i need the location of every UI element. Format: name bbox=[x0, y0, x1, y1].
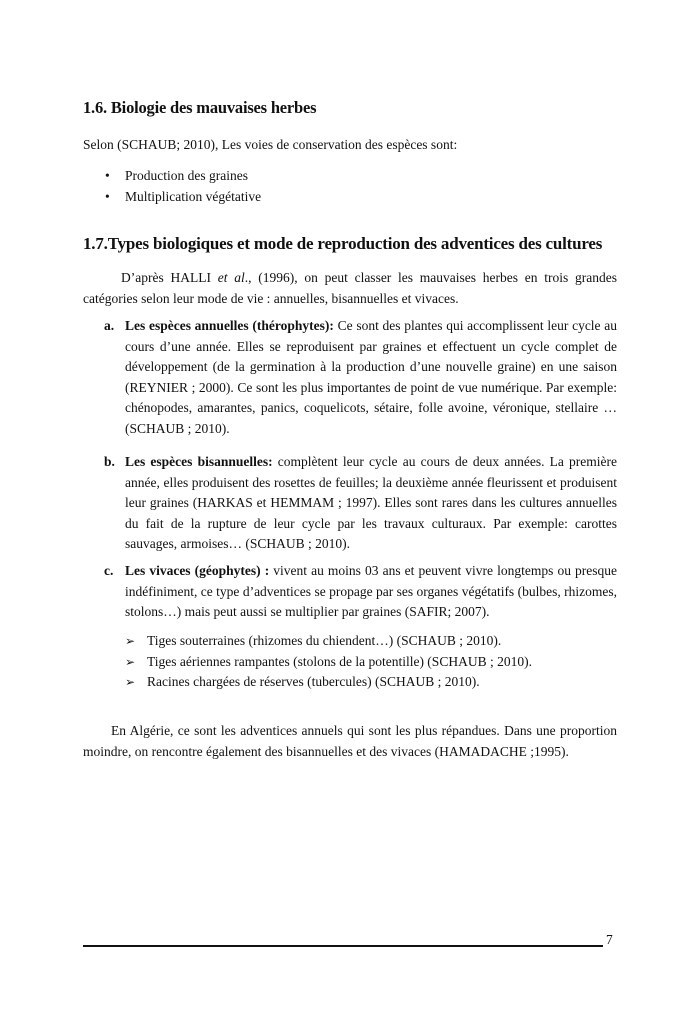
list-item-bisannuelles bbox=[104, 452, 617, 555]
footer-rule bbox=[83, 945, 603, 947]
item-marker: b. bbox=[104, 454, 115, 469]
bullet-icon: • bbox=[105, 188, 110, 204]
list-item: ➢ Tiges souterraines (rhizomes du chiendent…) (SCHAUB ; 2010). bbox=[125, 631, 532, 652]
list-item-annuelles bbox=[104, 316, 617, 439]
item-marker: a. bbox=[104, 318, 115, 333]
item-text: Ce sont des plantes qui accomplissent leur cycle au cours d’une année. Elles se reproduisent par graines et effectuent un cycle complet de développement (de la germination à la production d’une nouvelle graine) en une saison (REYNIER ; 2000). Ce sont les plus importantes de point de vue numérique. Par exemple: chénopodes, amarantes, panics, coquelicots, sétaire, folle avoine, véronique, stellaire … (SCHAUB ; 2010). bbox=[125, 318, 618, 436]
item-term: Les vivaces (géophytes) : bbox=[125, 563, 270, 578]
item-marker: c. bbox=[104, 563, 114, 578]
page-number: 7 bbox=[606, 932, 613, 947]
arrow-bullet-icon: ➢ bbox=[125, 675, 136, 689]
bullet-icon: • bbox=[105, 168, 110, 183]
section-heading-1-7: 1.7.Types biologiques et mode de reproduction des adventices des cultures bbox=[83, 234, 603, 253]
conservation-list bbox=[105, 166, 261, 207]
section-1-7-intro: D’après HALLI et al., (1996), on peut classer les mauvaises herbes en trois grandes catégories selon leur mode de vie : annuelles, bisannuelles et vivaces. bbox=[83, 270, 617, 306]
list-item-vivaces bbox=[104, 561, 617, 623]
item-text: complètent leur cycle au cours de deux années. La première année, elles produisent des rosettes de feuilles; la deuxième année fleurissent et produisent leur graines (HARKAS et HEMMAM ; 1997). Elles sont rares dans les cultures annuelles du fait de la rupture de leur cycle par les travaux culturaux. Par exemple: carottes sauvages, armoises… (SCHAUB ; 2010). bbox=[125, 454, 617, 551]
closing-paragraph: En Algérie, ce sont les adventices annuels qui sont les plus répandues. Dans une proportion moindre, on rencontre également des bisannuelles et des vivaces (HAMADACHE ;1995). bbox=[83, 723, 617, 759]
section-1-6-intro: Selon (SCHAUB; 2010), Les voies de conservation des espèces sont: bbox=[83, 137, 458, 152]
arrow-bullet-icon: ➢ bbox=[125, 634, 136, 648]
list-item: ➢ Racines chargées de réserves (tubercules) (SCHAUB ; 2010). bbox=[125, 672, 532, 693]
item-term: Les espèces annuelles (thérophytes): bbox=[125, 318, 334, 333]
list-item: • Multiplication végétative bbox=[105, 187, 261, 208]
arrow-bullet-icon: ➢ bbox=[125, 654, 136, 669]
vegetative-organs-list bbox=[125, 631, 532, 693]
list-item: • Production des graines bbox=[105, 166, 261, 187]
list-item: ➢ Tiges aériennes rampantes (stolons de la potentille) (SCHAUB ; 2010). bbox=[125, 652, 532, 673]
section-heading-1-6: 1.6. Biologie des mauvaises herbes bbox=[83, 98, 317, 117]
item-text: vivent au moins 03 ans et peuvent vivre longtemps ou presque indéfiniment, ce type d’adventices se propage par ses organes végétatifs (bulbes, rhizomes, stolons…) mais peut aussi se multiplier par graines (SAFIR; 2007). bbox=[125, 563, 617, 619]
item-term: Les espèces bisannuelles: bbox=[125, 454, 273, 469]
